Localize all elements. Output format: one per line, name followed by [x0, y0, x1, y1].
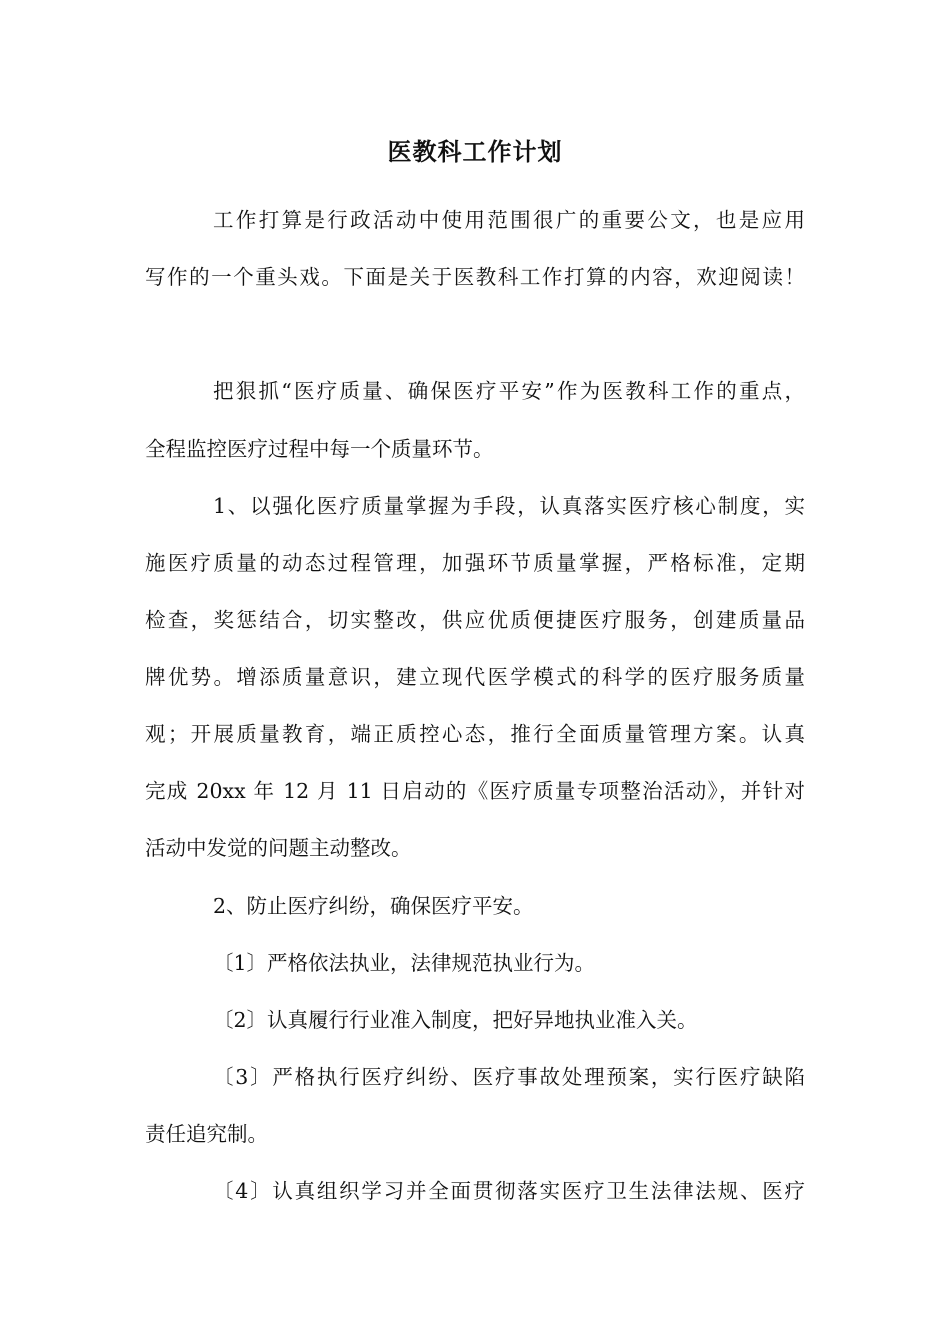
paragraph-line: 施医疗质量的动态过程管理，加强环节质量掌握，严格标准，定期 — [145, 551, 805, 575]
paragraph-line: 〔4〕认真组织学习并全面贯彻落实医疗卫生法律法规、医疗 — [213, 1179, 805, 1203]
paragraph-line: 〔1〕严格依法执业，法律规范执业行为。 — [213, 951, 596, 975]
paragraph-line: 1、以强化医疗质量掌握为手段，认真落实医疗核心制度，实 — [213, 494, 805, 518]
paragraph-line: 全程监控医疗过程中每一个质量环节。 — [145, 437, 494, 461]
paragraph-line: 〔2〕认真履行行业准入制度，把好异地执业准入关。 — [213, 1008, 698, 1032]
paragraph-line: 〔3〕严格执行医疗纠纷、医疗事故处理预案，实行医疗缺陷 — [213, 1065, 805, 1089]
paragraph-line: 工作打算是行政活动中使用范围很广的重要公文，也是应用 — [213, 208, 805, 232]
document-title: 医教科工作计划 — [387, 137, 563, 166]
paragraph-line: 责任追究制。 — [145, 1122, 268, 1146]
paragraph-line: 观；开展质量教育，端正质控心态，推行全面质量管理方案。认真 — [145, 722, 805, 746]
paragraph-line: 牌优势。增添质量意识，建立现代医学模式的科学的医疗服务质量 — [145, 665, 805, 689]
paragraph-line: 活动中发觉的问题主动整改。 — [145, 836, 412, 860]
paragraph-line: 把狠抓“医疗质量、确保医疗平安”作为医教科工作的重点， — [213, 379, 805, 403]
paragraph-line: 完成 20xx 年 12 月 11 日启动的《医疗质量专项整治活动》，并针对 — [145, 779, 805, 803]
paragraph-line: 写作的一个重头戏。下面是关于医教科工作打算的内容，欢迎阅读！ — [145, 265, 805, 289]
paragraph-line: 2、防止医疗纠纷，确保医疗平安。 — [213, 894, 534, 918]
paragraph-line: 检查，奖惩结合，切实整改，供应优质便捷医疗服务，创建质量品 — [145, 608, 805, 632]
